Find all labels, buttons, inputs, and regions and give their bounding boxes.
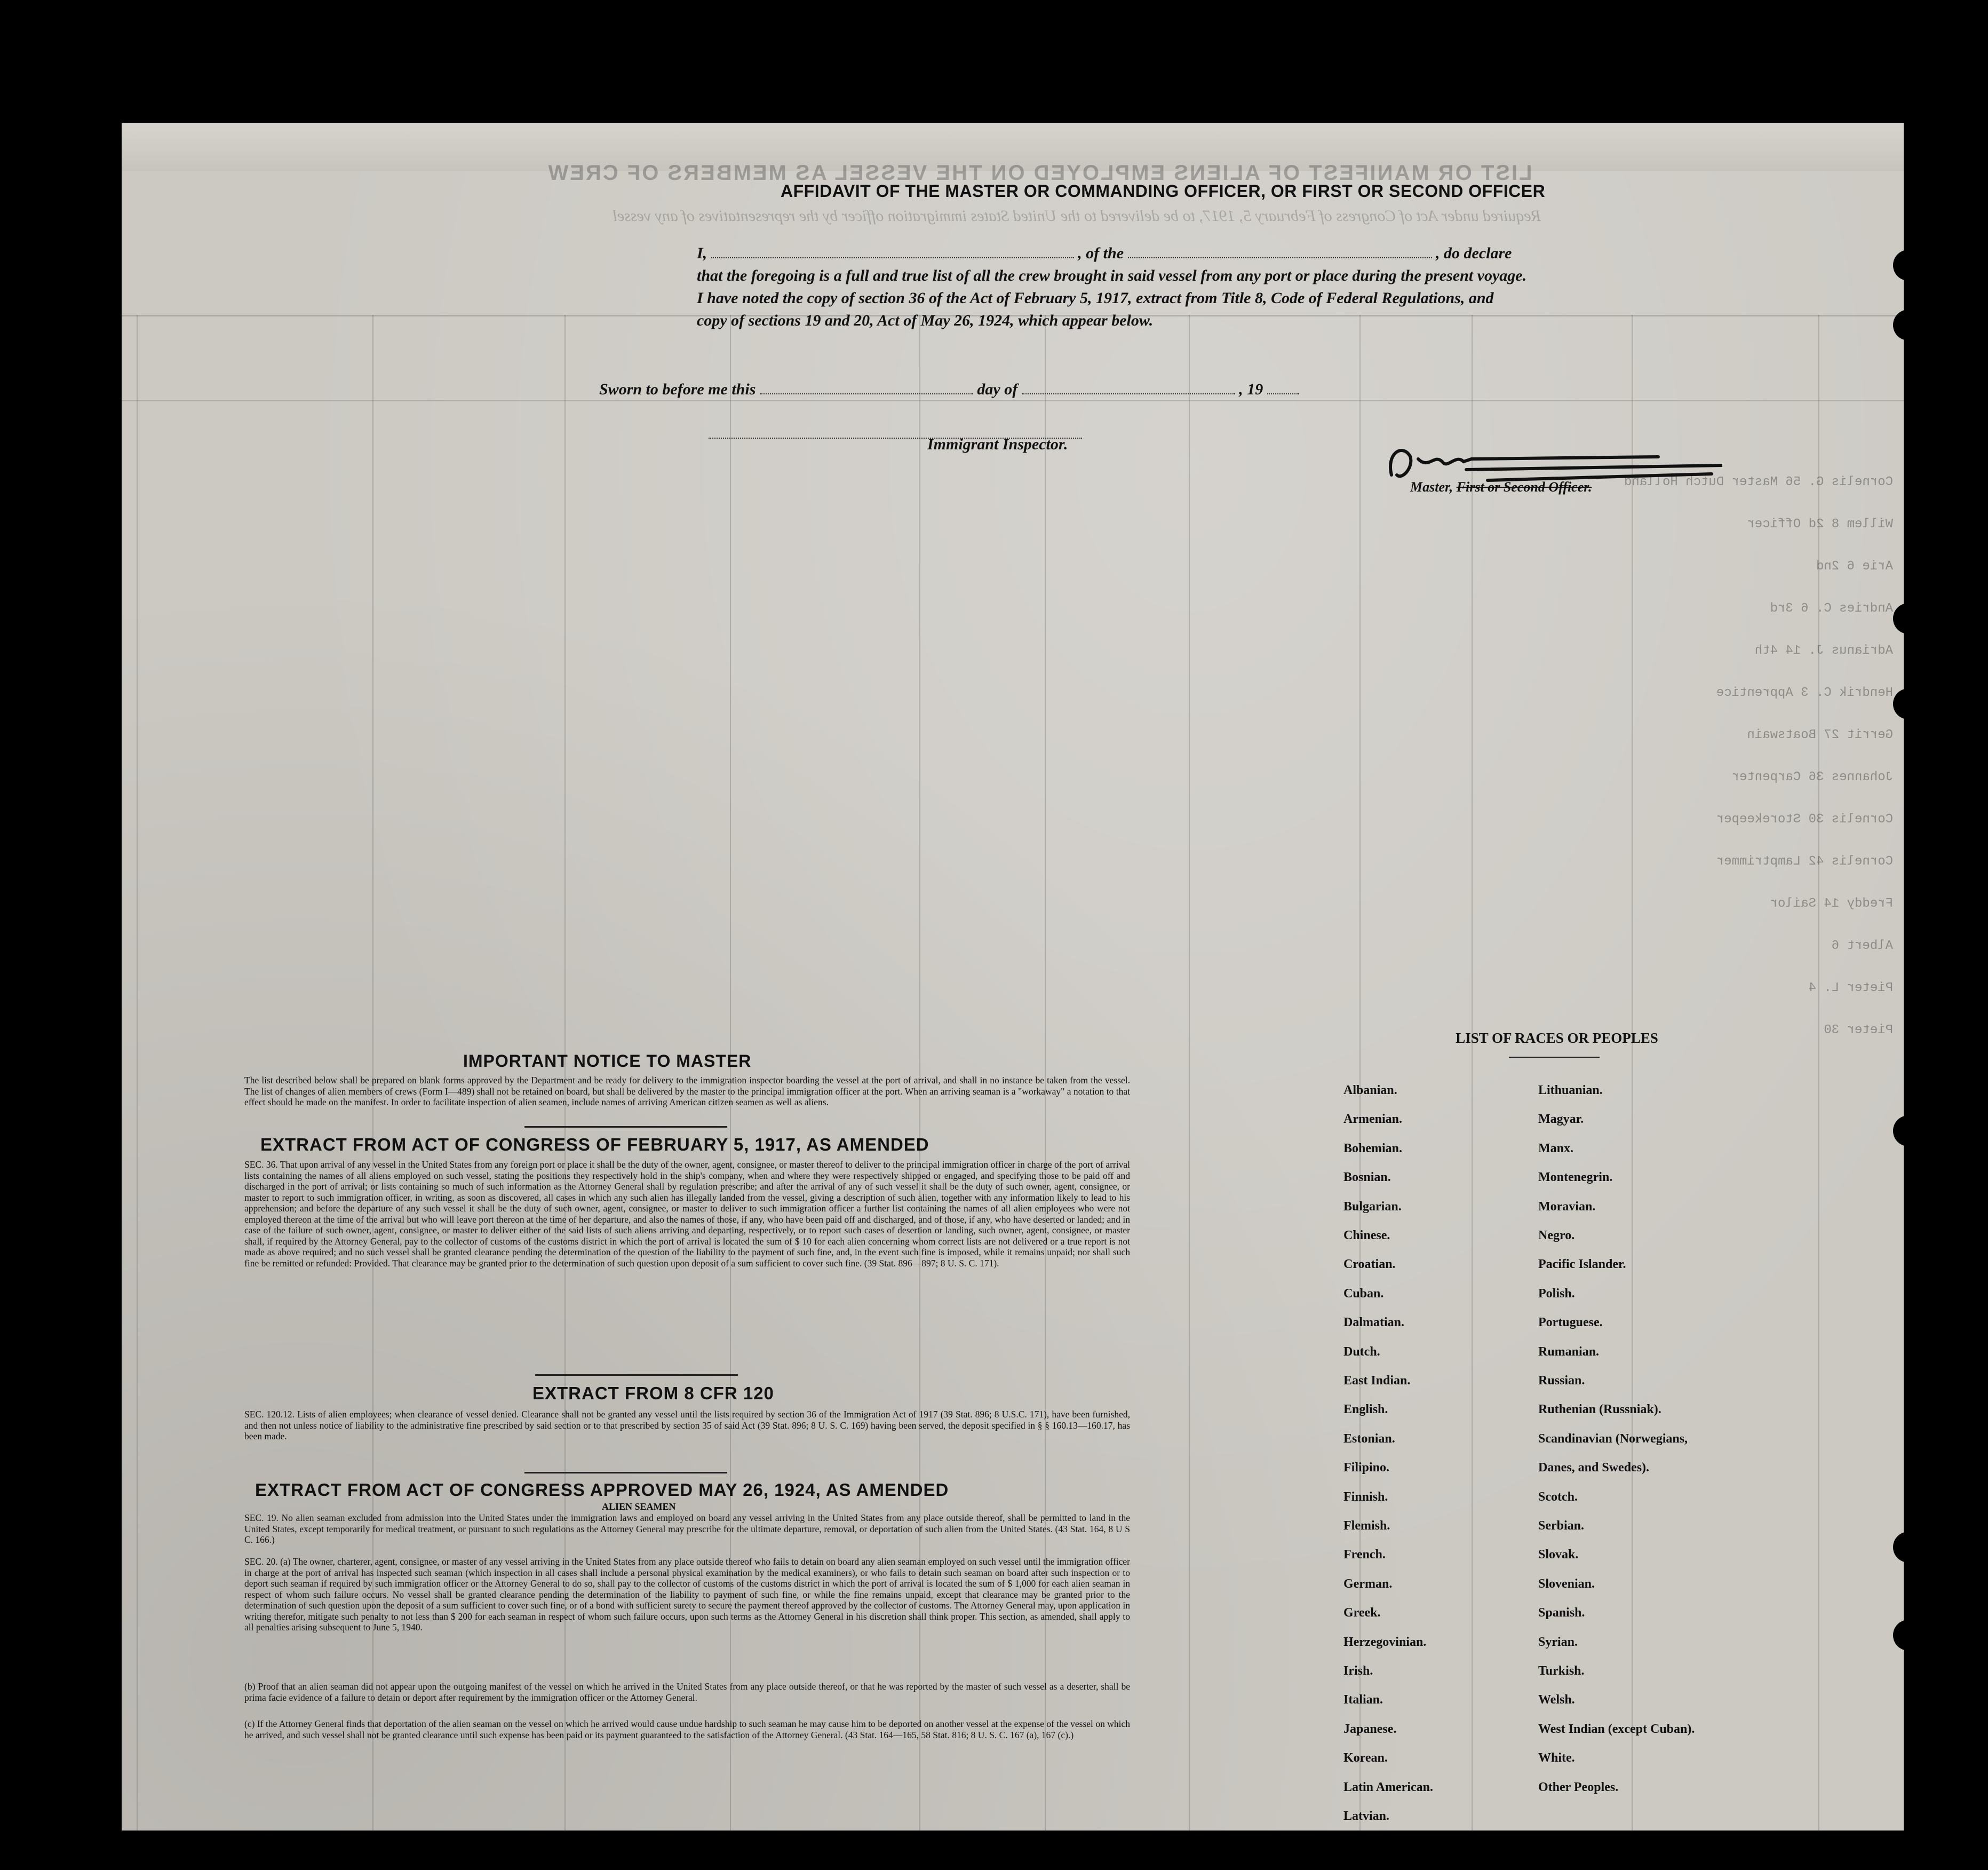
- sec-19-body: SEC. 19. No alien seaman excluded from admission into the United States under the immigration laws and employed on board any vessel arriving in the United States from any place outside thereof, shall be permitted to land in the United States, except temporarily for medical treatment, or pursuant to such regulations as the Attorney General may prescribe for the ultimate departure, removal, or deportation of such alien from the United States. (43 Stat. 164, 8 U S C. 166.): [244, 1512, 1130, 1545]
- race-item: Bosnian.: [1343, 1170, 1391, 1185]
- affidavit-i: I,: [697, 244, 707, 262]
- ghost-row: Cornelis 42 Lamptrimmer: [1716, 854, 1893, 869]
- divider: [1509, 1057, 1600, 1058]
- ghost-row: [1029, 1276, 1893, 1300]
- extract-8cfr-title: EXTRACT FROM 8 CFR 120: [532, 1383, 774, 1403]
- affidavit-declare: , do declare: [1436, 244, 1512, 262]
- grid-line: [137, 315, 138, 1831]
- races-title: LIST OF RACES OR PEOPLES: [1456, 1030, 1658, 1046]
- race-item: Finnish.: [1343, 1489, 1388, 1504]
- affidavit-line-2: that the foregoing is a full and true list of all the crew brought in said vessel from any port or place during the present voyage.: [697, 267, 1527, 284]
- race-item: Flemish.: [1343, 1519, 1390, 1533]
- race-item: Japanese.: [1343, 1722, 1397, 1736]
- sworn-day-of: day of: [977, 381, 1018, 398]
- extract-1924-title: EXTRACT FROM ACT OF CONGRESS APPROVED MAY 26, 1924, AS AMENDED: [255, 1480, 949, 1500]
- race-item: French.: [1343, 1548, 1386, 1562]
- ghost-row: Hendrik C. 3 Apprentice: [1716, 686, 1893, 700]
- grid-line: [122, 400, 1904, 401]
- affidavit-of-the: , of the: [1078, 244, 1124, 262]
- ghost-row: [1029, 1613, 1893, 1637]
- punch-hole: [1893, 1115, 1924, 1146]
- race-item: Armenian.: [1343, 1112, 1402, 1127]
- race-item: Negro.: [1538, 1229, 1575, 1242]
- race-item: Korean.: [1343, 1751, 1388, 1765]
- alien-seamen-subtitle: ALIEN SEAMEN: [602, 1501, 676, 1512]
- sworn-line: [599, 381, 1570, 399]
- race-item: Other Peoples.: [1538, 1780, 1619, 1794]
- race-item: Cuban.: [1343, 1286, 1384, 1301]
- extract-1917-title: EXTRACT FROM ACT OF CONGRESS OF FEBRUARY 5, 1917, AS AMENDED: [260, 1135, 929, 1154]
- race-item: Danes, and Swedes).: [1538, 1461, 1650, 1475]
- race-item: Slovak.: [1538, 1548, 1579, 1562]
- sec-20c-body: (c) If the Attorney General finds that deportation of the alien seaman on the vessel on which he arrived would cause undue hardship to such seaman he may cause him to be deported on another vessel at the expense of the vessel on which he arrived, and such vessel shall not be granted clearance until such expense has been paid or its payment guaranteed to the satisfaction of the Attorney General. (43 Stat. 164—165, 58 Stat. 816; 8 U. S. C. 167 (a), 167 (c).): [244, 1718, 1130, 1740]
- extract-8cfr-body: SEC. 120.12. Lists of alien employees; when clearance of vessel denied. Clearance shall not be granted any vessel until the lists required by section 36 of the Immigration Act of 1917 (39 Stat. 896; 8 U.S.C. 171), have been furnished, and then not unless notice of liability to the administrative fine prescribed by said section or to that prescribed by section 35 of said Act (39 Stat. 896; 8 U. S. C. 169) having been served, the deposit specified in § § 160.13—160.17, has been made.: [244, 1409, 1130, 1441]
- punch-hole: [1893, 310, 1924, 340]
- race-item: Pacific Islander.: [1538, 1257, 1626, 1272]
- ghost-row: [1029, 1487, 1893, 1510]
- ghost-row: [1029, 1402, 1893, 1426]
- race-item: Latin American.: [1343, 1780, 1433, 1794]
- affidavit-line-1: [697, 244, 1668, 263]
- ghost-row: [1029, 1150, 1893, 1173]
- race-item: Scandinavian (Norwegians,: [1538, 1431, 1688, 1446]
- ghost-row: [1029, 1445, 1893, 1468]
- sworn-before: Sworn to before me this: [599, 381, 756, 398]
- year-blank: [1267, 381, 1299, 394]
- race-item: Magyar.: [1538, 1112, 1584, 1127]
- race-item: Portuguese.: [1538, 1316, 1603, 1330]
- race-item: Montenegrin.: [1538, 1170, 1613, 1185]
- name-blank: [711, 244, 1074, 258]
- ghost-row: [1029, 1192, 1893, 1215]
- manifest-sheet: [122, 123, 1904, 1831]
- ghost-row: [1029, 1571, 1893, 1595]
- divider: [524, 1126, 727, 1128]
- punch-hole: [1893, 1532, 1924, 1563]
- race-item: East Indian.: [1343, 1374, 1411, 1388]
- punch-hole: [1893, 603, 1924, 634]
- extract-1917-body: SEC. 36. That upon arrival of any vessel in the United States from any foreign port or place it shall be the duty of the owner, agent, consignee, or master thereof to deliver to the principal immigration officer in charge of the port of arrival lists containing the names of all aliens employed on such vessel, stating the positions they respectively hold in the ship's company, when and where they were respectively shipped or engaged, and specifying those to be paid off and discharged in the port of arrival; or lists containing so much of such information as the Attorney General shall by regulation prescribe; and after the arrival of any of such vessel it shall be the duty of such owner, agent, consignee, or master to report to such immigration officer, in writing, as soon as discovered, all cases in which any such alien has illegally landed from the vessel, giving a description of such alien, together with any information likely to lead to his apprehension; and before the departure of any such vessel it shall be the duty of such owner, agent, consignee, or master to deliver to such immigration officer a further list containing the names of all alien employees who were not employed thereon at the time of the arrival but who will leave port thereon at the time of her departure, and also the names of those, if any, who have been paid off and discharged, and of those, if any, who have deserted or landed; and in case of the failure of such owner, agent, consignee, or master to deliver either of the said lists of such aliens arriving and departing, respectively, or to report such cases of desertion or landing, such owner, agent, consignee, or master shall, if required by the Attorney General, pay to the collector of customs of the customs district in which the port of arrival is located the sum of $ 10 for each alien concerning whom correct lists are not delivered or a true report is not made as above required; and no such vessel shall be granted clearance pending the determination of the question of the liability to the payment of such fine, and, in the event such fine is imposed, while it remains unpaid; nor shall such fine be remitted or refunded: Provided. That clearance may be granted prior to the determination of such question upon deposit of a sum sufficient to cover such fine. (39 Stat. 896—897; 8 U. S. C. 171).: [244, 1159, 1130, 1269]
- race-item: Estonian.: [1343, 1431, 1395, 1446]
- affidavit-line-3: I have noted the copy of section 36 of the Act of February 5, 1917, extract from Title 8, Code of Federal Regulations, and: [697, 289, 1494, 307]
- ghost-row: [1029, 1360, 1893, 1384]
- ghost-row: Pieter 30: [1824, 1023, 1893, 1037]
- race-item: Ruthenian (Russniak).: [1538, 1402, 1661, 1417]
- punch-hole: [1893, 250, 1924, 281]
- divider: [524, 1472, 727, 1473]
- signature-struck-label: First or Second Officer.: [1456, 479, 1592, 495]
- ghost-row: Cornelis 30 Storekeeper: [1716, 812, 1893, 827]
- ghost-row: Adrianus J. 14 4th: [1754, 644, 1893, 658]
- notice-title: IMPORTANT NOTICE TO MASTER: [463, 1051, 752, 1071]
- ghost-row: Freddy 14 Sailor: [1770, 897, 1893, 911]
- ghost-row: [1029, 1107, 1893, 1131]
- race-item: Syrian.: [1538, 1635, 1578, 1649]
- race-item: Manx.: [1538, 1141, 1573, 1155]
- sworn-year: , 19: [1239, 381, 1263, 398]
- inspector-label: Immigrant Inspector.: [927, 435, 1068, 453]
- race-item: Scotch.: [1538, 1489, 1578, 1504]
- ghost-row: Cornelis G. 56 Master Dutch Holland: [1624, 475, 1893, 489]
- month-blank: [1022, 381, 1235, 394]
- race-item: Lithuanian.: [1538, 1083, 1603, 1097]
- race-item: German.: [1343, 1576, 1393, 1591]
- race-item: West Indian (except Cuban).: [1538, 1722, 1695, 1736]
- ghost-row: [1029, 1065, 1893, 1089]
- ghost-row: Arie 6 2nd: [1816, 559, 1893, 574]
- race-item: Turkish.: [1538, 1664, 1585, 1678]
- race-item: Greek.: [1343, 1606, 1381, 1620]
- ghost-row: [1029, 1234, 1893, 1257]
- race-item: Dutch.: [1343, 1344, 1380, 1359]
- race-item: Bohemian.: [1343, 1141, 1403, 1155]
- ghost-row: Johannes 36 Carpenter: [1731, 770, 1893, 785]
- vessel-blank: [1128, 244, 1432, 258]
- race-item: Filipino.: [1343, 1461, 1390, 1475]
- race-item: Russian.: [1538, 1374, 1585, 1388]
- bleed-through-subheading: Required under Act of Congress of February 5, 1917, to be delivered to the United States immigration officer by the representatives of any vessel: [613, 207, 1541, 225]
- sec-20b-body: (b) Proof that an alien seaman did not appear upon the outgoing manifest of the vessel on which he arrived in the United States from any place outside thereof, or that he was reported by the master of such vessel as a deserter, shall be prima facie evidence of a failure to detain or deport after requirement by the immigration officer or the Attorney General.: [244, 1681, 1130, 1703]
- ghost-row: [1029, 1655, 1893, 1679]
- race-item: Serbian.: [1538, 1519, 1585, 1533]
- race-item: Rumanian.: [1538, 1344, 1600, 1359]
- race-item: Chinese.: [1343, 1229, 1390, 1242]
- race-item: Slovenian.: [1538, 1576, 1595, 1591]
- affidavit-title: AFFIDAVIT OF THE MASTER OR COMMANDING OFFICER, OR FIRST OR SECOND OFFICER: [781, 181, 1546, 201]
- ghost-row: Andries C. 6 3rd: [1770, 601, 1893, 616]
- race-item: English.: [1343, 1402, 1388, 1417]
- ghost-row: Gerrit 27 Boatswain: [1747, 728, 1893, 742]
- divider: [535, 1374, 738, 1376]
- ghost-row: [1029, 1529, 1893, 1552]
- affidavit-line-4: copy of sections 19 and 20, Act of May 26, 1924, which appear below.: [697, 312, 1154, 329]
- bleed-through-heading: LIST OR MANIFEST OF ALIENS EMPLOYED ON THE VESSEL AS MEMBERS OF CREW: [546, 161, 1532, 185]
- notice-body: The list described below shall be prepared on blank forms approved by the Department and be ready for delivery to the immigration inspector boarding the vessel at the port of arrival, and shall in no instance be taken from the vessel. The list of changes of alien members of crews (Form I—489) shall not be retained on board, but shall be delivered by the master to the principal immigration officer at the port. When an arriving seaman is a "workaway" a notation to that effect should be made on the manifest. In order to facilitate inspection of alien seamen, include names of arriving American citizen seamen as well as aliens.: [244, 1075, 1130, 1107]
- race-item: Irish.: [1343, 1664, 1373, 1678]
- race-item: Latvian.: [1343, 1809, 1390, 1823]
- sworn-blank: [760, 381, 973, 394]
- race-item: Polish.: [1538, 1286, 1575, 1301]
- race-item: White.: [1538, 1751, 1575, 1765]
- race-item: Albanian.: [1343, 1083, 1397, 1097]
- ghost-row: [1029, 1318, 1893, 1342]
- race-item: Moravian.: [1538, 1199, 1596, 1214]
- race-item: Italian.: [1343, 1693, 1383, 1707]
- ghost-row: [1029, 1698, 1893, 1721]
- race-item: Herzegovinian.: [1343, 1635, 1427, 1649]
- race-item: Bulgarian.: [1343, 1199, 1402, 1214]
- race-item: Spanish.: [1538, 1606, 1585, 1620]
- punch-hole: [1893, 688, 1924, 719]
- ghost-row: Pieter L. 4: [1808, 981, 1893, 995]
- ghost-row: Willem 8 2d Officer: [1747, 517, 1893, 532]
- punch-hole: [1893, 1620, 1924, 1651]
- race-item: Dalmatian.: [1343, 1316, 1404, 1330]
- race-item: Welsh.: [1538, 1693, 1575, 1707]
- signature-label: [1410, 479, 1592, 495]
- signature-master-label: Master,: [1410, 479, 1453, 495]
- race-item: Croatian.: [1343, 1257, 1396, 1272]
- ghost-row: Albert 6: [1831, 939, 1893, 953]
- sec-20a-body: SEC. 20. (a) The owner, charterer, agent, consignee, or master of any vessel arriving in the United States from any place outside thereof who fails to detain on board any alien seaman employed on such vessel until the immigration officer in charge at the port of arrival has inspected such seaman (which inspection in all cases shall include a personal physical examination by the medical examiners), or who fails to detain such seaman on board after such inspection or to deport such seaman if required by such immigration officer or the Attorney General to do so, shall pay to the collector of customs of the customs district in which the port of arrival is located the sum of $ 1,000 for each alien seaman in respect of whom such failure occurs. No vessel shall be granted clearance pending the determination of the liability to payment of such fine, or while the fine remains unpaid, except that clearance may be granted prior to the determination of such question upon the deposit of a sum sufficient to cover such fine, or of a bond with sufficient surety to secure the payment thereof approved by the collector of customs. The Attorney General may, upon application in writing therefor, mitigate such penalty to not less than $ 200 for each seaman in respect of whom such failure occurs, upon such terms as the Attorney General in his discretion shall think proper. This section, as amended, shall apply to all penalties arising subsequent to June 5, 1940.: [244, 1556, 1130, 1633]
